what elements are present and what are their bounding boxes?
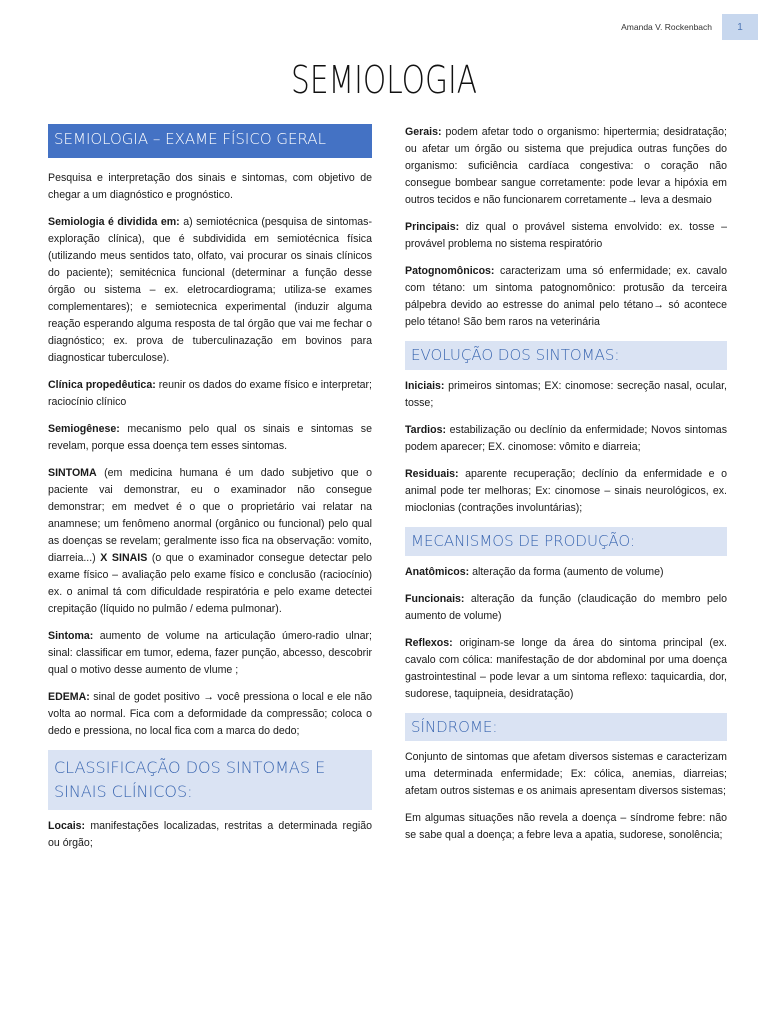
paragraph-patognomonicos (405, 263, 727, 331)
text-funcionais: alteração da função (claudicação do membro pelo aumento de volume) (405, 592, 727, 622)
term-principais: Principais: (405, 221, 460, 233)
term-x-sinais: X SINAIS (100, 552, 148, 564)
paragraph-principais (405, 219, 727, 253)
term-semiogenese: Semiogênese: (48, 423, 120, 435)
term-gerais: Gerais: (405, 126, 442, 138)
text-gerais: podem afetar todo o organismo: hipertermia; desidratação; ou afetar um órgão ou sistema que prejudica outras funções do organismo: suficiência cardíaca congestiva: o coração não consegue bombear sangue corretamente: pode levar a hipóxia em outros tecidos e não funcionarem corretamente→ leva a desmaio (405, 126, 727, 206)
term-tardios: Tardios: (405, 423, 447, 436)
term-residuais: Residuais: (405, 467, 459, 480)
paragraph-iniciais (405, 378, 727, 412)
term-semiologia-dividida: Semiologia é dividida em: (48, 216, 180, 228)
section-heading-exame-fisico: SEMIOLOGIA – EXAME FÍSICO GERAL (48, 124, 372, 158)
text-patognomonicos: caracterizam uma só enfermidade; ex. cavalo com tétano: um sintoma patognomônico: protusão da terceira pálpebra devido ao estresse do animal pelo tétano→ só acontece pelo tétano! São bem raros na veterinária (405, 265, 727, 328)
paragraph-semiologia-dividida (48, 214, 372, 367)
text-clinica-propedeutica: reunir os dados do exame físico e interpretar; raciocínio clínico (48, 379, 372, 408)
left-column (48, 124, 372, 862)
document-title: SEMIOLOGIA (291, 58, 477, 102)
text-sintoma-exemplo: aumento de volume na articulação úmero-radio ulnar; sinal: classificar em tumor, edema, fazer punção, abcesso, descobrir qual o motivo desse aumento de vlume ; (48, 630, 372, 676)
paragraph-edema (48, 689, 372, 740)
paragraph-locais (48, 818, 372, 852)
paragraph-clinica-propedeutica (48, 377, 372, 411)
paragraph-tardios (405, 422, 727, 456)
text-anatomicos: alteração da forma (aumento de volume) (469, 565, 664, 578)
section-heading-mecanismos: MECANISMOS DE PRODUÇÃO: (405, 527, 727, 556)
paragraph-anatomicos (405, 564, 727, 581)
term-funcionais: Funcionais: (405, 592, 465, 605)
paragraph-sintoma-exemplo (48, 628, 372, 679)
term-patognomonicos: Patognomônicos: (405, 265, 495, 277)
paragraph-funcionais (405, 591, 727, 625)
term-iniciais: Iniciais: (405, 379, 445, 392)
right-column (405, 124, 727, 854)
paragraph-sintoma-vs-sinais (48, 465, 372, 618)
text-tardios: estabilização ou declínio da enfermidade; Novos sintomas podem aparecer; EX. cinomose: vômito e diarreia; (405, 423, 727, 453)
paragraph-sindrome-febre: Em algumas situações não revela a doença – síndrome febre: não se sabe qual a doença; a febre leva a apatia, sudorese, sonolência; (405, 812, 727, 842)
paragraph-definicao: Pesquisa e interpretação dos sinais e sintomas, com objetivo de chegar a um diagnóstico e prognóstico. (48, 172, 372, 201)
term-locais: Locais: (48, 820, 86, 832)
paragraph-semiogenese (48, 421, 372, 455)
paragraph-gerais (405, 124, 727, 209)
text-semiogenese: mecanismo pelo qual os sinais e sintomas se revelam, porque essa doença tem esses sintomas. (48, 423, 372, 452)
running-header (0, 0, 768, 40)
text-locais: manifestações localizadas, restritas a determinada região ou órgão; (48, 820, 372, 849)
term-edema: EDEMA: (48, 691, 90, 703)
text-reflexos: originam-se longe da área do sintoma principal (ex. cavalo com cólica: manifestação de dor abdominal por uma doença gastrointestinal – pode levar a um sintoma reflexo: taquicardia, dor, sudorese, taquipneia, desidratação) (405, 636, 727, 700)
paragraph-residuais (405, 466, 727, 517)
author-name: Amanda V. Rockenbach (621, 22, 712, 32)
text-principais: diz qual o provável sistema envolvido: ex. tosse – provável problema no sistema respiratório (405, 221, 727, 250)
term-anatomicos: Anatômicos: (405, 565, 470, 578)
paragraph-sindrome-definicao: Conjunto de sintomas que afetam diversos sistemas e caracterizam uma determinada enfermidade; Ex: cólica, anemias, diarreias; afetam outros sistemas e os animais apresentam diversos sistemas; (405, 751, 727, 798)
term-sintoma: SINTOMA (48, 467, 97, 479)
section-heading-evolucao: EVOLUÇÃO DOS SINTOMAS: (405, 341, 727, 370)
term-clinica-propedeutica: Clínica propedêutica: (48, 379, 156, 391)
page-number-badge: 1 (722, 14, 758, 40)
term-reflexos: Reflexos: (405, 636, 453, 649)
text-semiologia-dividida: a) semiotécnica (pesquisa de sintomas-exploração clínica), que é subdividida em semiotécnica física (utilizando meus sentidos tato, olfato, vai procurar os sinais clínicos do paciente); semitécnica funcional (determinar a função desse órgão ou sistema – ex. eletrocardiograma; utiliza-se exames complementares); e semiotecnica experimental (induzir alguma reação esperando alguma resposta de tal órgão que vai me fechar o diagnóstico; ex. prova de tuberculinazação em bovinos para diagnosticar tuberculose). (48, 216, 372, 364)
text-residuais: aparente recuperação; declínio da enfermidade e o animal pode ter melhoras; Ex: cinomose – sinais neurológicos, ex. mioclonias (contrações involuntárias); (405, 467, 727, 514)
text-iniciais: primeiros sintomas; EX: cinomose: secreção nasal, ocular, tosse; (405, 379, 727, 409)
text-edema: sinal de godet positivo → você pressiona o local e ele não volta ao normal. Fica com a deformidade da compressão; coloca o dedo e pressiona, no local fica com a marca do dedo; (48, 691, 372, 737)
section-heading-classificacao: CLASSIFICAÇÃO DOS SINTOMAS E SINAIS CLÍNICOS: (48, 750, 372, 810)
text-sinais: (o que o examinador consegue detectar pelo exame físico – avaliação pelo exame físico e conclusão (raciocínio) ex. o animal tá com dificuldade respiratória e pelo exame detectei crepitação (líquido no pulmão / edema pulmonar). (48, 552, 372, 615)
term-sintoma-exemplo: Sintoma: (48, 630, 94, 642)
paragraph-reflexos (405, 635, 727, 703)
section-heading-sindrome: SÍNDROME: (405, 713, 727, 742)
text-sintoma: (em medicina humana é um dado subjetivo que o paciente vai demonstrar, eu o examinador não consegue demonstrar; em medvet é o que o proprietário vai relatar na anamnese; um fenômeno anormal (orgânico ou funcional) pelo qual as doenças se revelam; geralmente isso fica na observação: vomito, diarreia...) (48, 467, 372, 564)
